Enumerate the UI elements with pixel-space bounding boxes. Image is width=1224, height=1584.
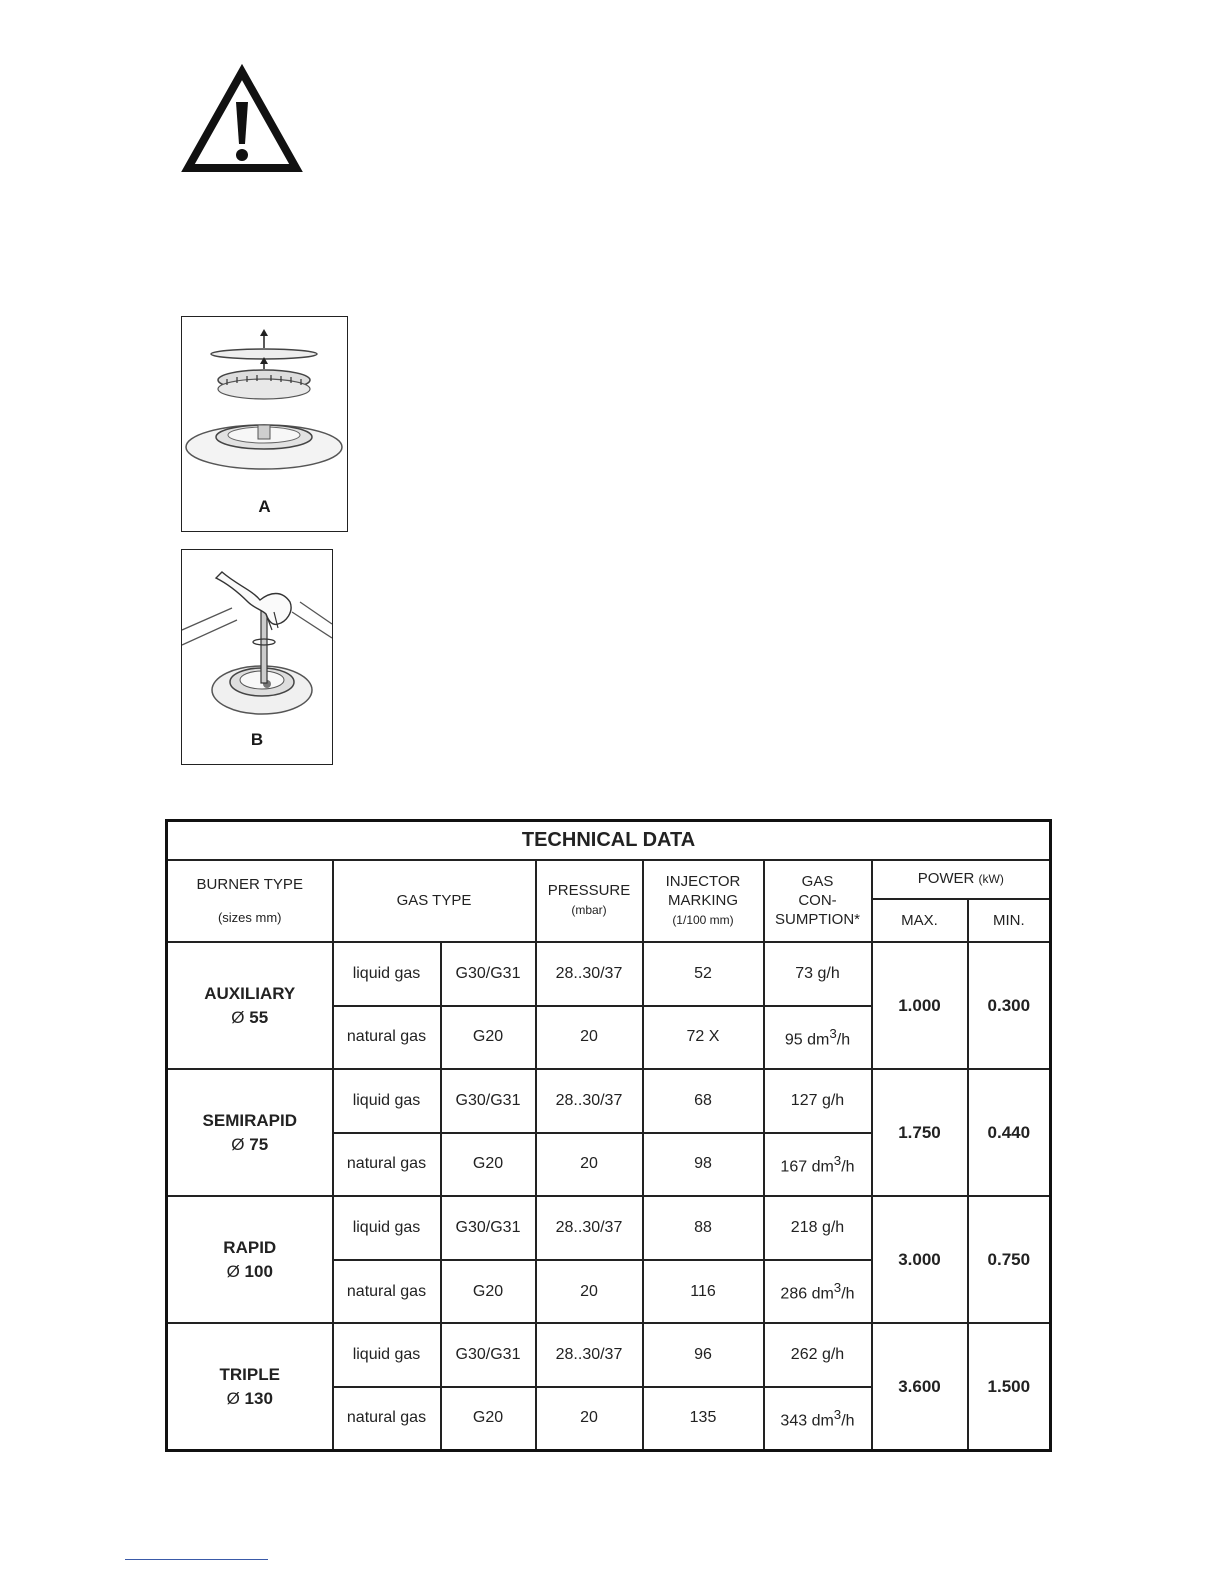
- pressure-cell: 28..30/37: [536, 1069, 643, 1133]
- header-power: POWER (kW): [872, 860, 1051, 899]
- consumption-cell: 343 $dm^3/h$: [764, 1387, 872, 1451]
- figure-a-label: A: [258, 497, 271, 516]
- injector-cell: 135: [643, 1387, 764, 1451]
- table-row: [167, 1196, 1051, 1260]
- consumption-cell: 73 g/h: [764, 942, 872, 1006]
- hand-spanner-illustration: [182, 550, 332, 730]
- gas-code-cell: G20: [441, 1387, 536, 1451]
- gas-type-cell: natural gas: [333, 1260, 441, 1324]
- header-injector-marking: INJECTOR MARKING (1/100 mm): [643, 860, 764, 942]
- diameter-symbol: Ø: [226, 1388, 240, 1408]
- burner-diameter: 55: [249, 1007, 269, 1027]
- injector-cell: 98: [643, 1133, 764, 1197]
- burner-name-cell: [167, 1196, 333, 1323]
- gas-code-cell: G20: [441, 1260, 536, 1324]
- gas-type-cell: liquid gas: [333, 1069, 441, 1133]
- power-min-cell: 0.440: [968, 1069, 1051, 1196]
- burner-rows: [167, 942, 1051, 1451]
- injector-cell: 88: [643, 1196, 764, 1260]
- pressure-cell: 20: [536, 1387, 643, 1451]
- table-row: [167, 942, 1051, 1006]
- gas-type-cell: liquid gas: [333, 1323, 441, 1387]
- gas-code-cell: G20: [441, 1133, 536, 1197]
- warning-icon: [180, 64, 304, 174]
- burner-name: RAPID: [223, 1237, 277, 1257]
- power-min-cell: 0.750: [968, 1196, 1051, 1323]
- table-title: TECHNICAL DATA: [167, 821, 1051, 860]
- power-max-cell: 1.000: [872, 942, 968, 1069]
- gas-code-cell: G30/G31: [441, 1323, 536, 1387]
- consumption-cell: 218 g/h: [764, 1196, 872, 1260]
- figure-b-injector-replacement: [181, 549, 333, 765]
- pressure-cell: 28..30/37: [536, 1196, 643, 1260]
- table-row: [167, 1323, 1051, 1387]
- burner-name: TRIPLE: [219, 1364, 280, 1384]
- consumption-cell: 95 $dm^3/h$: [764, 1006, 872, 1070]
- burner-name-cell: [167, 942, 333, 1069]
- figure-b-label: B: [250, 730, 264, 749]
- diameter-symbol: Ø: [231, 1134, 245, 1154]
- diameter-symbol: Ø: [226, 1261, 240, 1281]
- gas-code-cell: G20: [441, 1006, 536, 1070]
- injector-cell: 72 X: [643, 1006, 764, 1070]
- gas-code-cell: G30/G31: [441, 1069, 536, 1133]
- burner-exploded-illustration: [182, 317, 347, 497]
- injector-cell: 116: [643, 1260, 764, 1324]
- gas-type-cell: natural gas: [333, 1387, 441, 1451]
- burner-diameter: 130: [244, 1388, 273, 1408]
- power-max-cell: 3.000: [872, 1196, 968, 1323]
- gas-code-cell: G30/G31: [441, 1196, 536, 1260]
- power-max-cell: 1.750: [872, 1069, 968, 1196]
- table-row: [167, 1069, 1051, 1133]
- injector-cell: 96: [643, 1323, 764, 1387]
- consumption-cell: 262 g/h: [764, 1323, 872, 1387]
- burner-diameter: 100: [244, 1261, 273, 1281]
- header-gas-type: GAS TYPE: [333, 860, 536, 942]
- burner-diameter: 75: [249, 1134, 269, 1154]
- figure-a-burner-exploded: [181, 316, 348, 532]
- pressure-cell: 20: [536, 1260, 643, 1324]
- burner-name-cell: [167, 1069, 333, 1196]
- technical-data-table: [165, 819, 1052, 1452]
- gas-type-cell: liquid gas: [333, 1196, 441, 1260]
- power-min-cell: 0.300: [968, 942, 1051, 1069]
- header-burner-type: BURNER TYPE (sizes mm): [167, 860, 333, 942]
- header-min: MIN.: [968, 899, 1051, 942]
- consumption-cell: 286 $dm^3/h$: [764, 1260, 872, 1324]
- power-max-cell: 3.600: [872, 1323, 968, 1450]
- header-pressure: PRESSURE (mbar): [536, 860, 643, 942]
- injector-cell: 52: [643, 942, 764, 1006]
- pressure-cell: 20: [536, 1006, 643, 1070]
- gas-type-cell: natural gas: [333, 1006, 441, 1070]
- burner-name: AUXILIARY: [204, 983, 296, 1003]
- pressure-cell: 28..30/37: [536, 1323, 643, 1387]
- gas-code-cell: G30/G31: [441, 942, 536, 1006]
- pressure-cell: 28..30/37: [536, 942, 643, 1006]
- gas-type-cell: liquid gas: [333, 942, 441, 1006]
- pressure-cell: 20: [536, 1133, 643, 1197]
- diameter-symbol: Ø: [231, 1007, 245, 1027]
- consumption-cell: 127 g/h: [764, 1069, 872, 1133]
- header-max: MAX.: [872, 899, 968, 942]
- burner-name-cell: [167, 1323, 333, 1450]
- gas-type-cell: natural gas: [333, 1133, 441, 1197]
- footer-rule: [125, 1559, 268, 1560]
- burner-name: SEMIRAPID: [202, 1110, 297, 1130]
- injector-cell: 68: [643, 1069, 764, 1133]
- consumption-cell: 167 $dm^3/h$: [764, 1133, 872, 1197]
- header-gas-consumption: GAS CON- SUMPTION*: [764, 860, 872, 942]
- power-min-cell: 1.500: [968, 1323, 1051, 1450]
